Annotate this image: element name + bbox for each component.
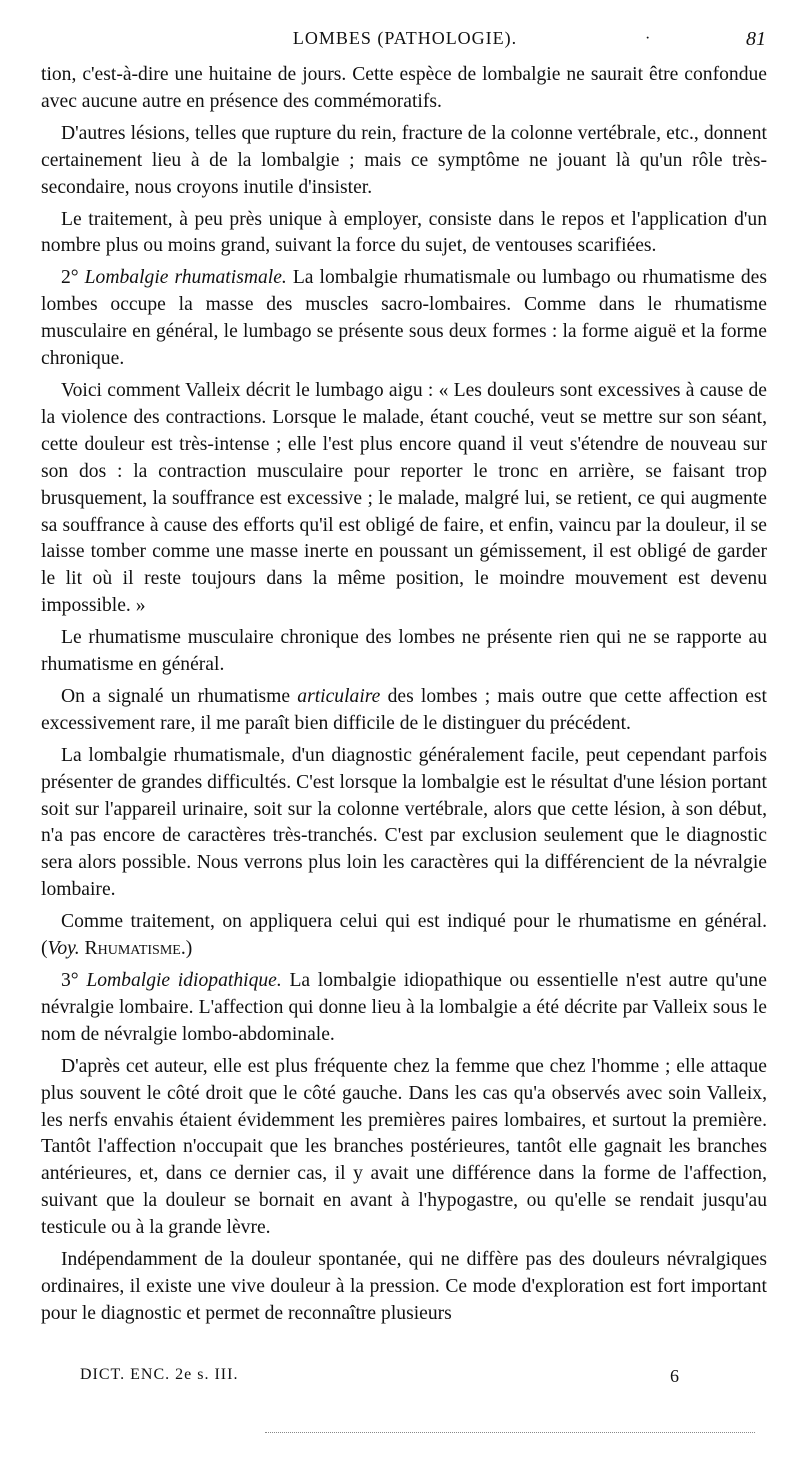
text-segment: On a signalé un rhumatisme [61, 685, 298, 707]
bottom-dotted-rule [265, 1432, 755, 1433]
paragraph [41, 207, 767, 261]
text-segment: .) [180, 938, 193, 960]
running-header [40, 28, 770, 56]
signature-mark: 6 [670, 1366, 679, 1386]
signature-line: DICT. ENC. 2e s. III. [80, 1366, 239, 1383]
text-segment: Comme traitement, on appliquera celui qui est indiqué pour le rhumatisme en général. ( [41, 911, 767, 960]
paragraph [41, 265, 767, 373]
text-segment: articulaire [297, 685, 381, 707]
text-segment: des lombes ; mais outre que cette affection est excessivement rare, il me paraît bien difficile de le distinguer du précédent. [41, 685, 767, 734]
text-segment: tion, c'est-à-dire une huitaine de jours. Cette espèce de lombalgie ne saurait être confondue avec aucune autre en présence des commémoratifs. [41, 64, 767, 112]
paragraph [41, 378, 767, 620]
body-text [41, 62, 767, 1328]
page-number: 81 [746, 28, 766, 50]
text-segment: Le traitement, à peu près unique à employer, consiste dans le repos et l'application d'un nombre plus ou moins grand, suivant la force du sujet, de ventouses scarifiées. [41, 208, 767, 257]
paragraph [41, 62, 767, 116]
running-title: LOMBES (PATHOLOGIE). [292, 28, 518, 48]
text-segment: Lombalgie rhumatismale. [84, 267, 287, 289]
text-segment: 3° [61, 970, 87, 991]
text-segment: Lombalgie idiopathique. [86, 970, 282, 991]
text-segment: La lombalgie rhumatismale ou lumbago ou rhumatisme des lombes occupe la masse des muscles sacro-lombaires. Comme dans le rhumatisme musculaire en général, le lumbago se présente sous deux formes : la forme aiguë et la forme chronique. [41, 267, 767, 370]
text-segment: D'autres lésions, telles que rupture du rein, fracture de la colonne vertébrale, etc., donnent certainement lieu à de la lombalgie ; mais ce symptôme ne jouant là qu'un rôle très-secondaire, nous croyons inutile d'insister. [41, 122, 767, 198]
text-segment: Voici comment Valleix décrit le lumbago aigu : « Les douleurs sont excessives à cause de la violence des contractions. Lorsque le malade, étant couché, veut se mettre sur son séant, cette douleur est très-intense ; elle l'est plus encore quand il veut s'étendre de nouveau sur son dos : la contraction musculaire pour reporter le tronc en arrière, se faisant trop brusquement, la souffrance est excessive ; le malade, malgré lui, se retient, ce qui augmente sa souffrance à cause des efforts qu'il est obligé de faire, et enfin, vaincu par la douleur, il se laisse tomber comme une masse inerte en poussant un gémissement, il est obligé de garder le lit où il reste toujours dans la même position, le moindre mouvement est devenu impossible. » [41, 379, 767, 617]
paragraph [41, 968, 767, 1049]
paragraph [41, 625, 767, 679]
text-segment: Le rhumatisme musculaire chronique des lombes ne présente rien qui ne se rapporte au rhumatisme en général. [41, 627, 767, 676]
header-dot: · [645, 30, 651, 47]
text-segment: D'après cet auteur, elle est plus fréquente chez la femme que chez l'homme ; elle attaque plus souvent le côté droit que le côté gauche. Dans les cas qu'a observés avec soin Valleix, les nerfs envahis étaient évidemment les premières paires lombaires, et surtout la première. Tantôt l'affection n'occupait que les branches postérieures, tantôt elle gagnait les branches antérieures, et, dans ce dernier cas, il y avait une différence dans la forme de l'affection, suivant que la douleur se bornait en avant à l'hypogastre, ou qu'elle se rendait jusqu'au testicule ou à la grande lèvre. [41, 1055, 767, 1239]
text-segment: Rhumatisme [84, 938, 181, 960]
paragraph [41, 1247, 767, 1328]
text-segment: Indépendamment de la douleur spontanée, qui ne diffère pas des douleurs névralgiques ordinaires, il existe une vive douleur à la pression. Ce mode d'exploration est fort important pour le diagnostic et permet de reconnaître plusieurs [41, 1249, 767, 1324]
page-footer [80, 1366, 720, 1396]
text-segment: La lombalgie idiopathique ou essentielle n'est autre qu'une névralgie lombaire. L'affection qui donne lieu à la lombalgie a été décrite par Valleix sous le nom de névralgie lombo-abdominale. [41, 970, 768, 1045]
text-segment: Voy. [47, 938, 80, 960]
paragraph [41, 743, 767, 904]
text-segment: La lombalgie rhumatismale, d'un diagnostic généralement facile, peut cependant parfois présenter de grandes difficultés. C'est lorsque la lombalgie est le résultat d'une lésion portant soit sur l'appareil urinaire, soit sur la colonne vertébrale, alors que cette lésion, à son début, n'a pas encore de caractères très-tranchés. C'est par exclusion seulement que le diagnostic sera alors possible. Nous verrons plus loin les caractères qui la différencient de la névralgie lombaire. [41, 744, 767, 901]
paragraph [41, 121, 767, 202]
paragraph [41, 684, 767, 738]
paragraph [41, 1054, 767, 1242]
text-segment: 2° [61, 267, 85, 289]
paragraph [41, 909, 767, 963]
